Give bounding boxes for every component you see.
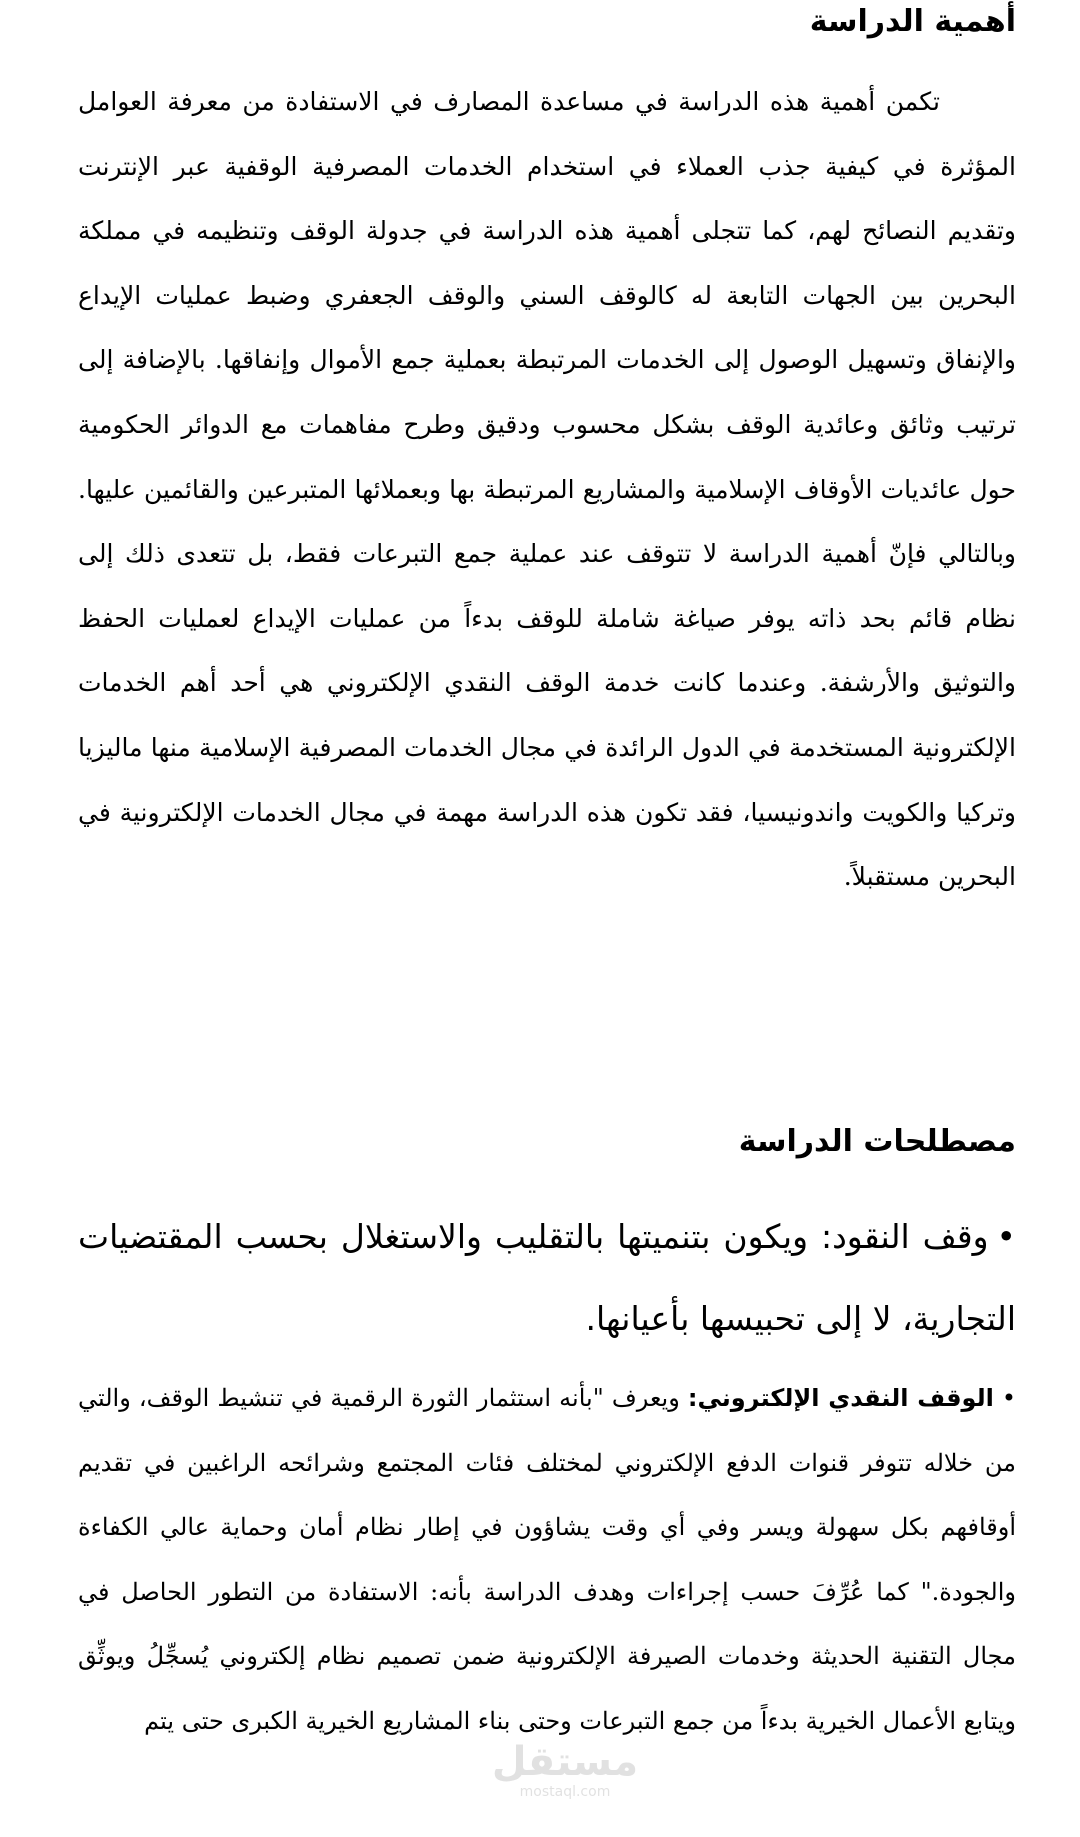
term-item-cash-waqf: [78, 1196, 1016, 1360]
section-heading-importance: أهمية الدراسة: [809, 4, 1016, 39]
term-item-text: ويعرف "بأنه استثمار الثورة الرقمية في تنشيط الوقف، والتي من خلاله تتوفر قنوات الدفع الإلكتروني لمختلف فئات المجتمع وشرائحه الراغبين في تقديم أوقافهم بكل سهولة ويسر وفي أي وقت يشاؤون في إطار نظام أمان وحماية عالي الكفاءة والجودة." كما عُرِّفَ حسب إجراءات وهدف الدراسة بأنه: الاستفادة من التطور الحاصل في مجال التقنية الحديثة وخدمات الصيرفة الإلكترونية ضمن تصميم نظام إلكتروني يُسجِّلُ ويوثِّق ويتابع الأعمال الخيرية بدءاً من جمع التبرعات وحتى بناء المشاريع الخيرية الكبرى حتى يتم: [78, 1384, 1016, 1735]
watermark-main-text: مستقل: [491, 1739, 639, 1785]
watermark-sub-text: mostaql.com: [519, 1784, 611, 1800]
term-label: الوقف النقدي الإلكتروني:: [687, 1384, 994, 1412]
bullet-icon: •: [996, 1217, 1016, 1256]
importance-paragraph: تكمن أهمية هذه الدراسة في مساعدة المصارف في الاستفادة من معرفة العوامل المؤثرة في كيفية جذب العملاء في استخدام الخدمات المصرفية الوقفية عبر الإنترنت وتقديم النصائح لهم، كما تتجلى أهمية هذه الدراسة في جدولة الوقف وتنظيمه في مملكة البحرين بين الجهات التابعة له كالوقف السني والوقف الجعفري وضبط عمليات الإيداع والإنفاق وتسهيل الوصول إلى الخدمات المرتبطة بعملية جمع الأموال وإنفاقها. بالإضافة إلى ترتيب وثائق وعائدية الوقف بشكل محسوب ودقيق وطرح مفاهمات مع الدوائر الحكومية حول عائديات الأوقاف الإسلامية والمشاريع المرتبطة بها وبعملائها المتبرعين والقائمين عليها. وبالتالي فإنّ أهمية الدراسة لا تتوقف عند عملية جمع التبرعات فقط، بل تتعدى ذلك إلى نظام قائم بحد ذاته يوفر صياغة شاملة للوقف بدءاً من عمليات الإيداع لعمليات الحفظ والتوثيق والأرشفة. وعندما كانت خدمة الوقف النقدي الإلكتروني هي أحد أهم الخدمات الإلكترونية المستخدمة في الدول الرائدة في مجال الخدمات المصرفية الإسلامية منها ماليزيا وتركيا والكويت واندونيسيا، فقد تكون هذه الدراسة مهمة في مجال الخدمات الإلكترونية في البحرين مستقبلاً.: [78, 87, 1016, 892]
section-heading-terms: مصطلحات الدراسة: [738, 1124, 1016, 1159]
bullet-icon: •: [1001, 1384, 1016, 1412]
term-item-text: وقف النقود: ويكون بتنميتها بالتقليب والاستغلال بحسب المقتضيات التجارية، لا إلى تحبيسها بأعيانها.: [78, 1217, 1016, 1338]
term-item-electronic-cash-waqf: [78, 1366, 1016, 1754]
